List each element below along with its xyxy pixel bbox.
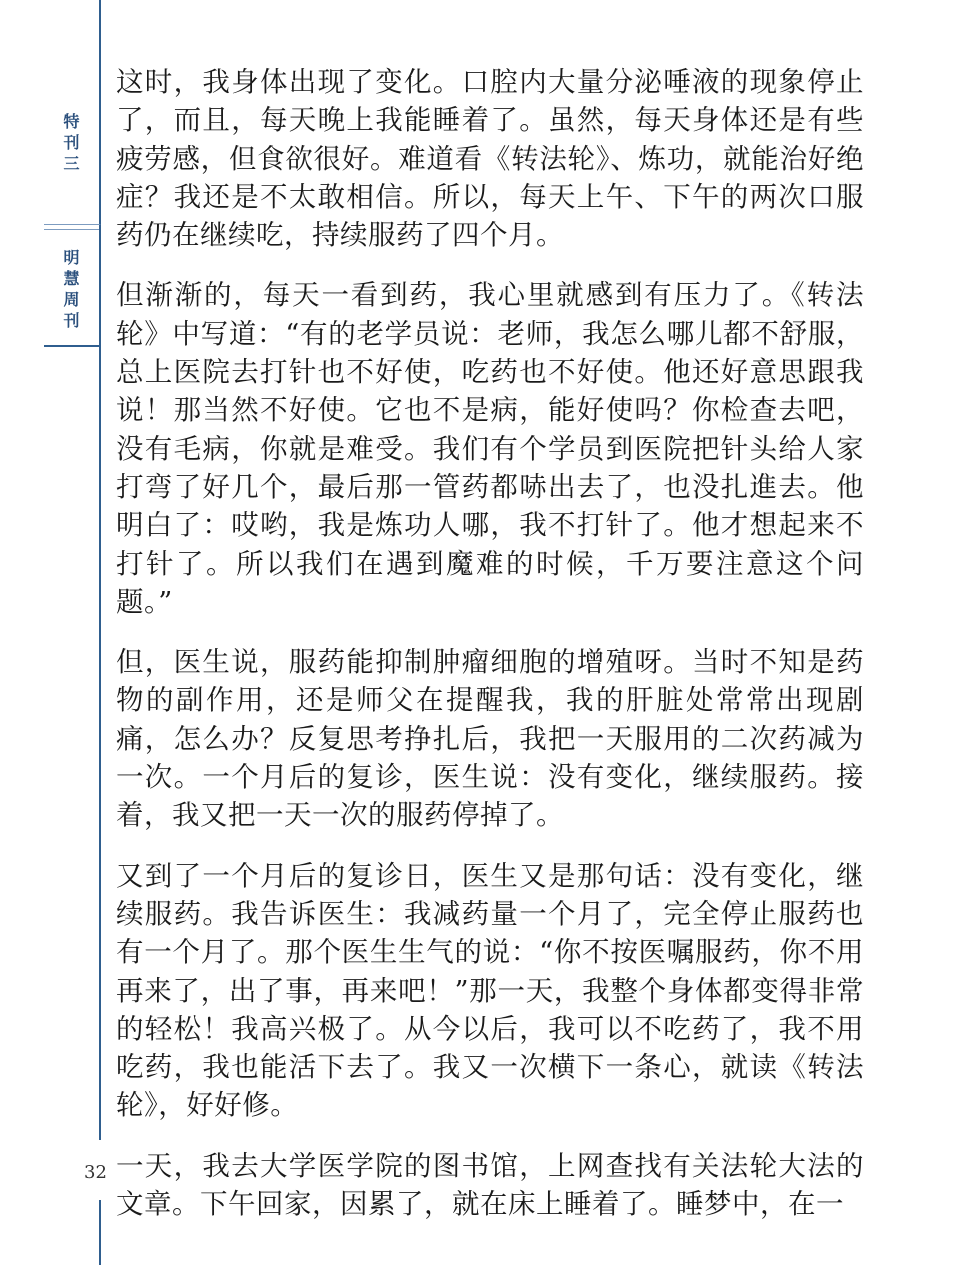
sidebar-tab-char: 慧 xyxy=(63,268,80,288)
margin-rule-lower xyxy=(99,1200,101,1265)
sidebar-tab-char: 周 xyxy=(63,289,80,309)
paragraph: 一天，我去大学医学院的图书馆，上网查找有关法轮大法的文章。下午回家，因累了，就在床上睡着了。睡梦中，在一 xyxy=(116,1149,864,1221)
paragraph: 但，医生说，服药能抑制肿瘤细胞的增殖呀。当时不知是药物的副作用，还是师父在提醒我，我的肝脏处常常出现剧痛，怎么办？反复思考挣扎后，我把一天服用的二次药减为一次。一个月后的复诊，医生说：没有变化，继续服药。接着，我又把一天一次的服药停掉了。 xyxy=(116,646,864,832)
sidebar-tab-char: 明 xyxy=(63,247,80,267)
article-body xyxy=(116,63,864,1245)
sidebar-tab-char: 刊 xyxy=(63,132,80,152)
paragraph: 这时，我身体出现了变化。口腔内大量分泌唾液的现象停止了，而且，每天晚上我能睡着了。虽然，每天身体还是有些疲劳感，但食欲很好。难道看《转法轮》、炼功，就能治好绝症？我还是不太敢相信。所以，每天上午、下午的两次口服药仍在继续吃，持续服药了四个月。 xyxy=(116,66,864,252)
sidebar-tab-minghui-weekly xyxy=(44,232,101,347)
page-number: 32 xyxy=(84,1162,107,1183)
sidebar-tab-char: 刊 xyxy=(63,310,80,330)
sidebar-tab-char: 三 xyxy=(63,153,80,173)
paragraph: 又到了一个月后的复诊日，医生又是那句话：没有变化，继续服药。我告诉医生：我减药量一个月了，完全停止服药也有一个月了。那个医生生气的说：“你不按医嘱服药，你不用再来了，出了事，再来吧！”那一天，我整个身体都变得非常的轻松！我高兴极了。从今以后，我可以不吃药了，我不用吃药，我也能活下去了。我又一次横下一条心，就读《转法轮》，好好修。 xyxy=(116,859,864,1122)
paragraph: 但渐渐的，每天一看到药，我心里就感到有压力了。《转法轮》中写道：“有的老学员说：老师，我怎么哪儿都不舒服，总上医院去打针也不好使，吃药也不好使。他还好意思跟我说！那当然不好使。它也不是病，能好使吗？你检查去吧，没有毛病，你就是难受。我们有个学员到医院把针头给人家打弯了好几个，最后那一管药都哧出去了，也没扎進去。他明白了：哎哟，我是炼功人哪，我不打针了。他才想起来不打针了。所以我们在遇到魔难的时候，千万要注意这个问题。” xyxy=(116,279,864,618)
sidebar-tab-special-issue xyxy=(44,0,101,225)
sidebar-tab-char: 特 xyxy=(63,111,80,131)
